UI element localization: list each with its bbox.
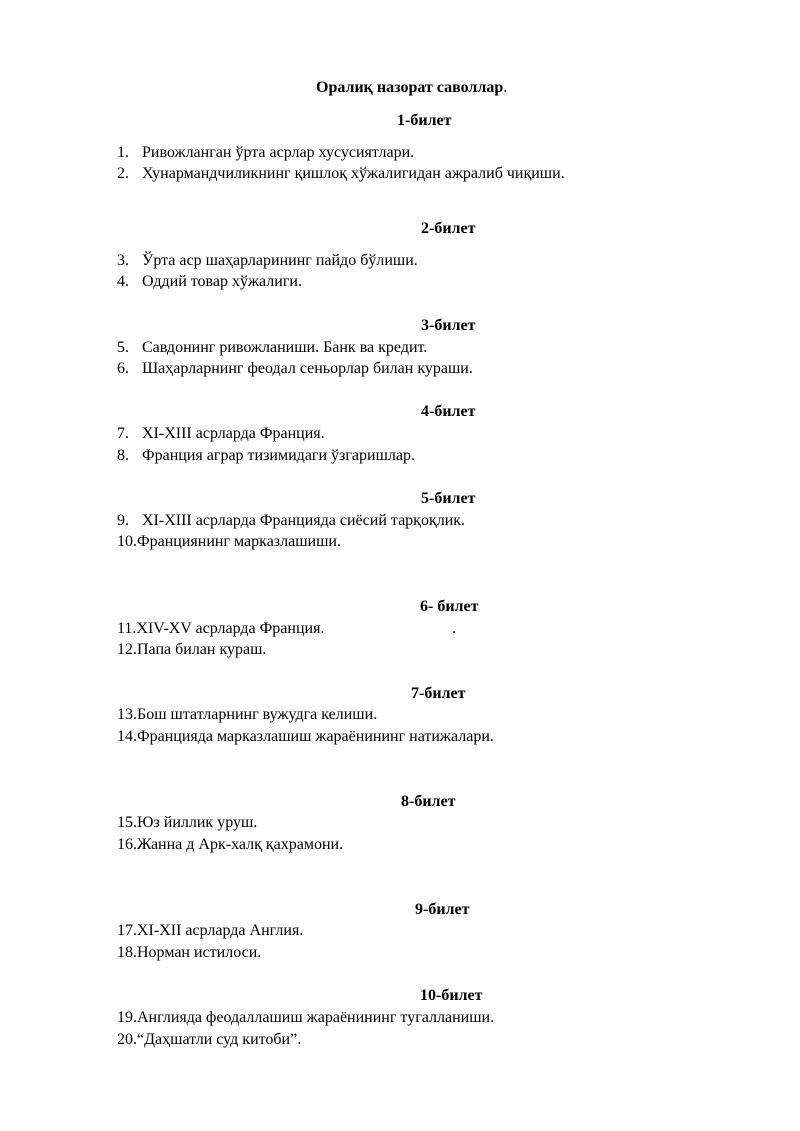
question-number: 18.	[117, 944, 137, 961]
question-text: “Даҳшатли суд китоби”.	[137, 1031, 302, 1048]
ticket-heading: 3-билет	[421, 317, 476, 334]
question-text: XI-XIII асрларда Франция.	[142, 425, 325, 442]
question-item	[117, 921, 303, 941]
question-text: Савдонинг ривожланиши. Банк ва кредит.	[142, 339, 428, 356]
document-title-text: Оралиқ назорат саволлар	[316, 79, 504, 96]
question-item	[117, 943, 261, 963]
question-number: 11.	[117, 620, 137, 637]
question-number: 5.	[117, 339, 129, 356]
document-title	[316, 78, 507, 98]
question-item	[117, 619, 324, 639]
question-number: 10.	[117, 533, 137, 550]
ticket-heading: 7-билет	[411, 685, 466, 702]
question-text: Ривожланган ўрта асрлар хусусиятлари.	[142, 144, 415, 161]
question-text: Бош штатларнинг вужудга келиши.	[137, 706, 378, 723]
question-number: 3.	[117, 252, 129, 269]
question-text: Хунармандчиликнинг қишлоқ хўжалигидан ажралиб чиқиши.	[142, 165, 565, 182]
stray-mark: .	[452, 620, 456, 637]
question-number: 7.	[117, 425, 129, 442]
question-item	[117, 511, 465, 531]
question-number: 9.	[117, 512, 129, 529]
question-number: 2.	[117, 165, 129, 182]
ticket-heading: 2-билет	[421, 220, 476, 237]
question-item	[117, 359, 473, 379]
question-text: Жанна д Арк-халқ қахрамони.	[137, 836, 344, 853]
question-text: Франциянинг марказлашиши.	[137, 533, 341, 550]
question-number: 6.	[117, 360, 129, 377]
question-text: Шаҳарларнинг феодал сеньорлар билан кураши.	[142, 360, 473, 377]
question-number: 15.	[117, 814, 137, 831]
ticket-heading: 5-билет	[421, 490, 476, 507]
question-text: Францияда марказлашиш жараёнининг натижалари.	[137, 728, 494, 745]
question-item	[117, 640, 266, 660]
question-item	[117, 727, 494, 747]
question-text: Франция аграр тизимидаги ўзгаришлар.	[142, 447, 415, 464]
ticket-heading: 8-билет	[401, 793, 456, 810]
question-item	[117, 338, 427, 358]
question-item	[117, 272, 302, 292]
question-text: Папа билан кураш.	[137, 641, 267, 658]
question-number: 12.	[117, 641, 137, 658]
question-text: XIV-XV асрларда Франция.	[136, 620, 325, 637]
question-item	[117, 835, 343, 855]
question-text: Англияда феодаллашиш жараёнининг тугалланиши.	[137, 1009, 495, 1026]
ticket-heading: 1-билет	[397, 112, 452, 129]
question-number: 16.	[117, 836, 137, 853]
question-item	[117, 143, 414, 163]
ticket-heading: 6- билет	[420, 598, 479, 615]
question-item	[117, 164, 565, 184]
ticket-heading: 4-билет	[421, 403, 476, 420]
question-item	[117, 1008, 494, 1028]
question-item	[117, 1030, 301, 1050]
question-text: Юз йиллик уруш.	[137, 814, 258, 831]
question-item	[117, 813, 257, 833]
question-number: 20.	[117, 1031, 137, 1048]
question-text: XI-XII асрларда Англия.	[137, 922, 304, 939]
question-item	[117, 705, 377, 725]
question-number: 1.	[117, 144, 129, 161]
question-number: 14.	[117, 728, 137, 745]
ticket-heading: 10-билет	[420, 987, 483, 1004]
document-title-punct: .	[503, 79, 508, 96]
question-item	[117, 251, 418, 271]
question-number: 8.	[117, 447, 129, 464]
question-text: Ўрта аср шаҳарларининг пайдо бўлиши.	[142, 252, 418, 269]
ticket-heading: 9-билет	[415, 901, 470, 918]
question-text: Оддий товар хўжалиги.	[142, 273, 302, 290]
question-text: Норман истилоси.	[137, 944, 262, 961]
question-item	[117, 446, 415, 466]
question-number: 17.	[117, 922, 137, 939]
question-number: 4.	[117, 273, 129, 290]
question-number: 13.	[117, 706, 137, 723]
question-item	[117, 532, 341, 552]
question-text: XI-XIII асрларда Францияда сиёсий тарқоқлик.	[142, 512, 466, 529]
question-number: 19.	[117, 1009, 137, 1026]
question-item	[117, 424, 325, 444]
